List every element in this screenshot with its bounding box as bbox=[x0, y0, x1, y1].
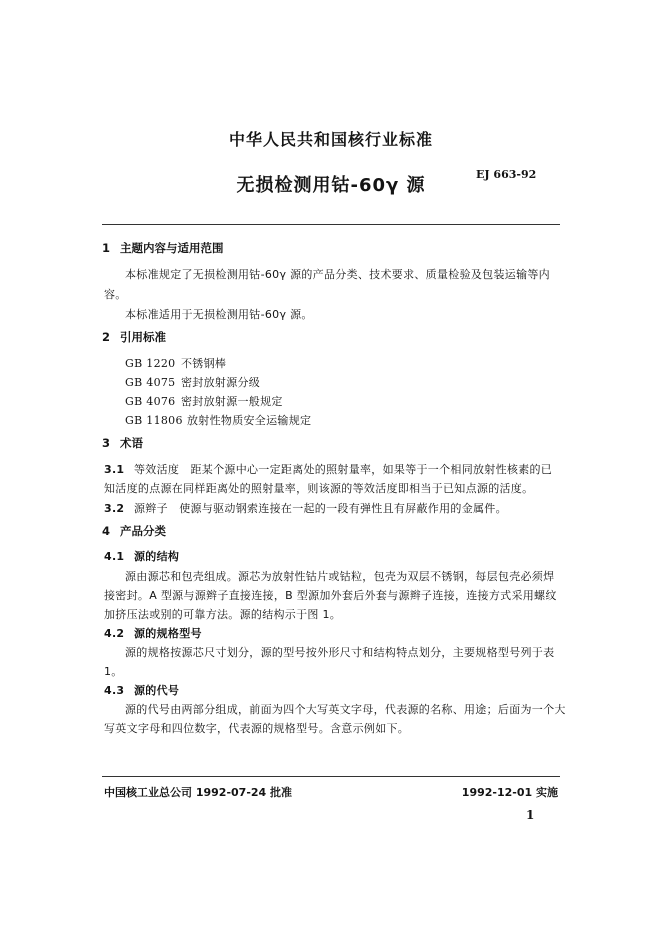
page-number: 1 bbox=[526, 808, 535, 822]
implementation-date: 1992-12-01 实施 bbox=[461, 786, 558, 799]
section-title: 主题内容与适用范围 bbox=[120, 241, 224, 255]
subsection-title: 源的规格型号 bbox=[134, 627, 202, 640]
reference-item bbox=[125, 355, 226, 371]
reference-name: 密封放射源一般规定 bbox=[181, 395, 283, 408]
section-number: 3 bbox=[102, 436, 111, 450]
reference-code: GB 11806 bbox=[125, 414, 183, 427]
clause-number: 4.2 bbox=[104, 627, 125, 640]
clause-number: 4.1 bbox=[104, 550, 125, 563]
reference-name: 密封放射源分级 bbox=[181, 376, 261, 389]
approval-line: 中国核工业总公司 1992-07-24 批准 bbox=[104, 786, 293, 799]
subsection-title: 源的代号 bbox=[134, 684, 180, 697]
section-number: 1 bbox=[102, 241, 111, 255]
organization-title: 中华人民共和国核行业标准 bbox=[228, 130, 433, 149]
reference-item bbox=[125, 412, 311, 428]
section-title: 引用标准 bbox=[120, 330, 166, 344]
clause-number: 4.3 bbox=[104, 684, 125, 697]
clause-number: 3.2 bbox=[104, 502, 125, 515]
paragraph-line: 源由源芯和包壳组成。源芯为放射性钴片或钴粒，包壳为双层不锈钢，每层包壳必须焊 bbox=[125, 570, 555, 583]
section-title: 术语 bbox=[120, 436, 143, 450]
reference-name: 放射性物质安全运输规定 bbox=[187, 414, 312, 427]
paragraph-line: 容。 bbox=[104, 288, 127, 301]
section-title: 产品分类 bbox=[120, 524, 166, 538]
reference-name: 不锈钢棒 bbox=[181, 357, 227, 370]
paragraph-line: 源辫子 使源与驱动钢索连接在一起的一段有弹性且有屏蔽作用的金属件。 bbox=[134, 502, 507, 515]
section-1-heading bbox=[102, 240, 224, 256]
paragraph-line: 加挤压法或别的可靠方法。源的结构示于图 1。 bbox=[104, 608, 342, 621]
section-number: 4 bbox=[102, 524, 111, 538]
paragraph-line: 本标准适用于无损检测用钴-60γ 源。 bbox=[125, 308, 313, 321]
subsection-title: 源的结构 bbox=[134, 550, 180, 563]
paragraph-line: 知活度的点源在同样距离处的照射量率，则该源的等效活度即相当于已知点源的活度。 bbox=[104, 482, 534, 495]
paragraph-line: 接密封。A 型源与源辫子直接连接，B 型源加外套后外套与源辫子连接，连接方式采用螺纹 bbox=[104, 589, 557, 602]
section-2-heading bbox=[102, 329, 166, 345]
paragraph-line: 等效活度 距某个源中心一定距离处的照射量率，如果等于一个相同放射性核素的已 bbox=[134, 463, 553, 476]
term-3-1 bbox=[104, 461, 552, 477]
clause-number: 3.1 bbox=[104, 463, 125, 476]
reference-code: GB 4075 bbox=[125, 376, 176, 389]
reference-item bbox=[125, 393, 283, 409]
section-number: 2 bbox=[102, 330, 111, 344]
paragraph-line: 本标准规定了无损检测用钴-60γ 源的产品分类、技术要求、质量检验及包装运输等内 bbox=[125, 268, 550, 281]
section-4-heading bbox=[102, 523, 166, 539]
term-3-2 bbox=[104, 500, 507, 516]
paragraph-line: 源的规格按源芯尺寸划分，源的型号按外形尺寸和结构特点划分，主要规格型号列于表 bbox=[125, 646, 555, 659]
reference-code: GB 1220 bbox=[125, 357, 176, 370]
standard-code: EJ 663-92 bbox=[476, 168, 537, 181]
header-divider bbox=[102, 224, 560, 225]
paragraph-line: 写英文字母和四位数字，代表源的规格型号。含意示例如下。 bbox=[104, 722, 410, 735]
paragraph-line: 1。 bbox=[104, 665, 123, 678]
reference-code: GB 4076 bbox=[125, 395, 176, 408]
subsection-4-1-heading bbox=[104, 548, 179, 564]
subsection-4-2-heading bbox=[104, 625, 202, 641]
reference-item bbox=[125, 374, 260, 390]
subsection-4-3-heading bbox=[104, 682, 179, 698]
paragraph-line: 源的代号由两部分组成，前面为四个大写英文字母，代表源的名称、用途；后面为一个大 bbox=[125, 703, 566, 716]
section-3-heading bbox=[102, 435, 143, 451]
document-title: 无损检测用钴-60γ 源 bbox=[236, 175, 426, 196]
footer-divider bbox=[102, 776, 560, 777]
